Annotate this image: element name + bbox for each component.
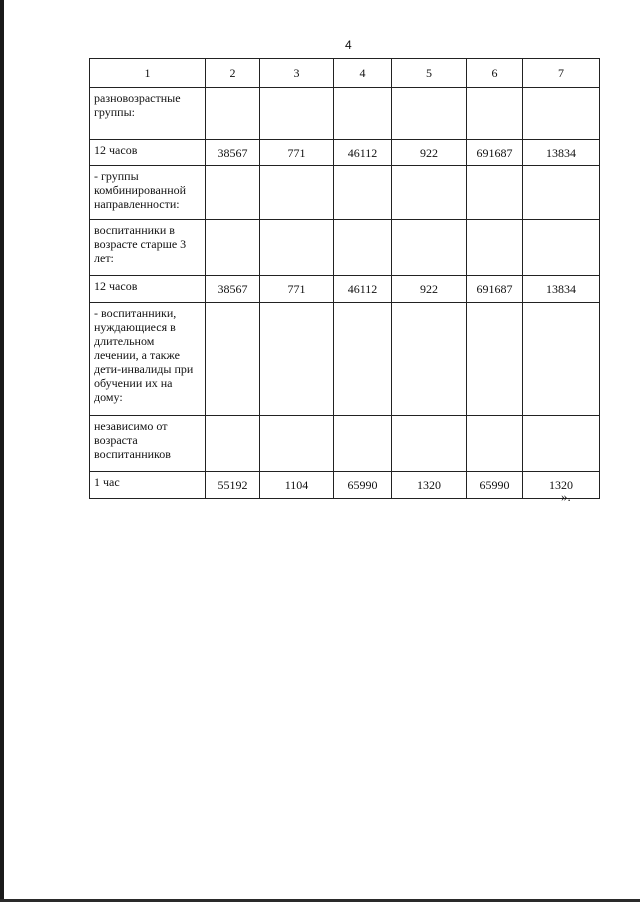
row-label: - воспитанники, нуждающиеся в длительном лечении, а также дети-инвалиды при обучении их на дому:	[90, 303, 206, 416]
table-cell	[334, 416, 392, 472]
table-cell	[523, 303, 600, 416]
table-cell: 771	[260, 276, 334, 303]
row-label: - группы комбинированной направленности:	[90, 166, 206, 220]
row-label: 12 часов	[90, 140, 206, 166]
header-row	[90, 59, 600, 88]
table-cell	[523, 416, 600, 472]
table-cell: 922	[392, 276, 467, 303]
table-cell	[467, 220, 523, 276]
column-header: 6	[467, 59, 523, 88]
table-cell: 46112	[334, 140, 392, 166]
table-cell	[206, 303, 260, 416]
table-cell	[467, 88, 523, 140]
table-cell	[206, 220, 260, 276]
table-row	[90, 416, 600, 472]
table-cell	[260, 88, 334, 140]
row-label: независимо от возраста воспитанников	[90, 416, 206, 472]
table-row	[90, 220, 600, 276]
row-label: 1 час	[90, 472, 206, 499]
table-cell: 13834	[523, 276, 600, 303]
table-cell	[334, 88, 392, 140]
table-row	[90, 276, 600, 303]
table-cell: 691687	[467, 140, 523, 166]
table-cell: 771	[260, 140, 334, 166]
closing-quote-mark: ».	[561, 489, 571, 504]
table-cell	[392, 166, 467, 220]
table-cell	[260, 416, 334, 472]
page-number: 4	[345, 38, 352, 52]
table-cell	[334, 303, 392, 416]
table-cell	[392, 416, 467, 472]
table-cell: 1104	[260, 472, 334, 499]
table-cell: 922	[392, 140, 467, 166]
column-header: 2	[206, 59, 260, 88]
table-cell	[206, 166, 260, 220]
table-cell: 65990	[334, 472, 392, 499]
table-row	[90, 166, 600, 220]
row-label: разновозрастные группы:	[90, 88, 206, 140]
table-cell: 65990	[467, 472, 523, 499]
table-cell	[523, 220, 600, 276]
table-cell	[206, 416, 260, 472]
table-row	[90, 88, 600, 140]
table-cell	[392, 220, 467, 276]
table-cell	[467, 166, 523, 220]
table-cell	[392, 303, 467, 416]
table-cell	[334, 166, 392, 220]
table-cell: 691687	[467, 276, 523, 303]
table-cell	[392, 88, 467, 140]
table-cell	[523, 166, 600, 220]
table-cell	[260, 220, 334, 276]
table-cell	[334, 220, 392, 276]
table-cell: 38567	[206, 140, 260, 166]
table-cell	[467, 416, 523, 472]
column-header: 4	[334, 59, 392, 88]
table-cell	[260, 303, 334, 416]
table-row	[90, 140, 600, 166]
table-cell	[523, 88, 600, 140]
table-cell	[206, 88, 260, 140]
column-header: 3	[260, 59, 334, 88]
table-row	[90, 303, 600, 416]
table-cell	[260, 166, 334, 220]
column-header: 5	[392, 59, 467, 88]
data-table	[89, 58, 600, 499]
table-row	[90, 472, 600, 499]
table-cell	[467, 303, 523, 416]
table-cell: 38567	[206, 276, 260, 303]
table-cell: 13834	[523, 140, 600, 166]
column-header: 7	[523, 59, 600, 88]
column-header: 1	[90, 59, 206, 88]
table-cell: 46112	[334, 276, 392, 303]
table-cell: 1320	[523, 472, 600, 499]
row-label: воспитанники в возрасте старше 3 лет:	[90, 220, 206, 276]
row-label: 12 часов	[90, 276, 206, 303]
table-cell: 55192	[206, 472, 260, 499]
table-cell: 1320	[392, 472, 467, 499]
scan-edge-left	[0, 0, 4, 902]
